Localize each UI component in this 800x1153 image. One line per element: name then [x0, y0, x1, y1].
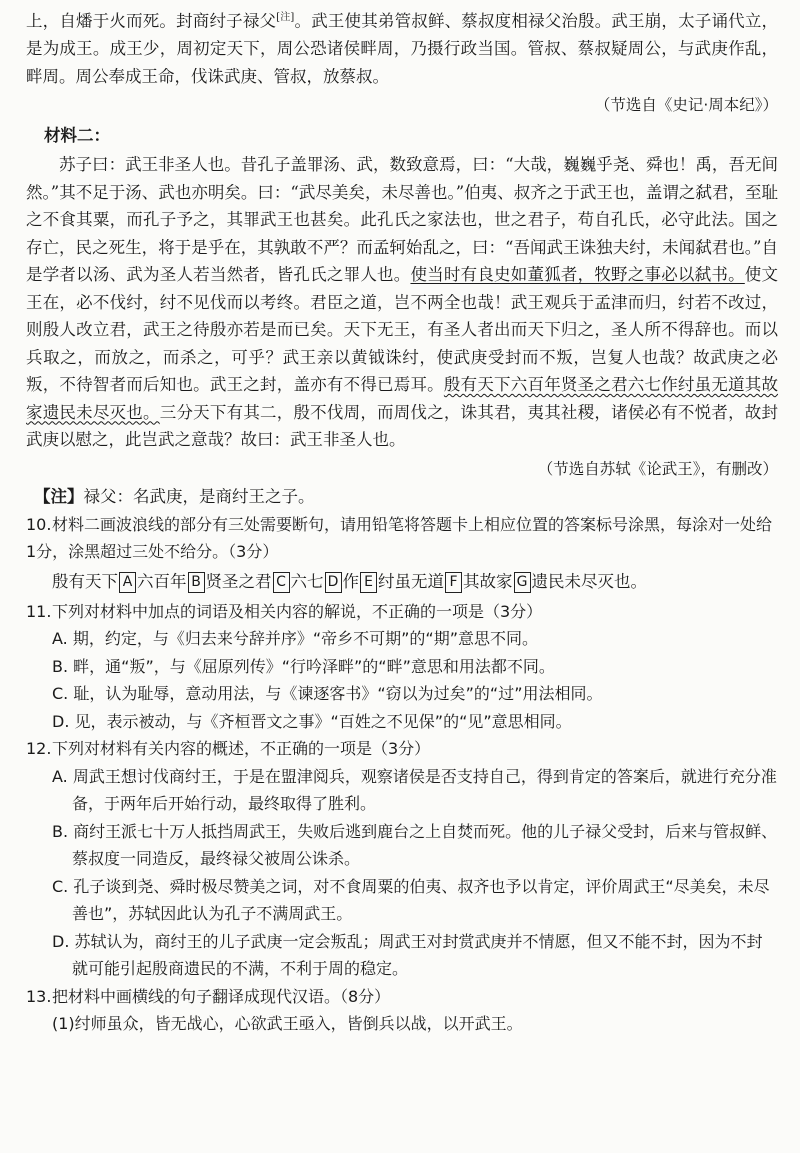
q10-stem: 材料二画波浪线的部分有三处需要断句，请用铅笔将答题卡上相应位置的答案标号涂黑，每涂对一处给1分，涂黑超过三处不给分。（3分）	[26, 514, 773, 561]
q11-option-c[interactable]: C. 耻，认为耻辱，意动用法，与《谏逐客书》“窃以为过矣”的“过”用法相同。	[52, 684, 603, 703]
q12-option-d[interactable]: D. 苏轼认为，商纣王的儿子武庚一定会叛乱；周武王对封赏武庚并不情愿，但又不能不封，因为不封就可能引起殷商遗民的不满，不利于周的稳定。	[52, 931, 763, 978]
q11-number: 11.	[26, 601, 52, 621]
q12-option-a[interactable]: A. 周武王想讨伐商纣王，于是在盟津阅兵，观察诸侯是否支持自己，得到肯定的答案后，就进行充分准备，于两年后开始行动，最终取得了胜利。	[52, 766, 777, 813]
q12-number: 12.	[26, 739, 52, 758]
answer-box-e[interactable]: E	[360, 572, 377, 593]
material2-text: 苏子曰：武王非圣人也。昔孔子盖罪汤、武，数致意焉，曰：“大哉，巍巍乎尧、舜也！禹，吾无间然。”其不足于汤、武也亦明矣。曰：“武尽美矣，未尽善也。”伯夷、叔齐之于武王也，盖谓之弑君，至耻之不食其粟，而孔子予之，其罪武王也甚矣。此孔氏之家法也，世之君子，苟自孔氏，必守此法。国之存亡，民之死生，将于是乎在，其孰敢不严？而孟轲始乱之，曰：“吾闻武王诛独夫纣，未闻弑君也。”自是学者以汤、武为圣人若当然者，皆孔氏之罪人也。使当时有良史如董狐者，牧野之事必以弑书。使文王在，必不伐纣，纣不见伐而以考终。君臣之道，岂不两全也哉！武王观兵于孟津而归，纣若不改过，则殷人改立君，武王之待殷亦若是而已矣。天下无王，有圣人者出而天下归之，圣人所不得辞也。而以兵取之，而放之，而杀之，可乎？武王亲以黄钺诛纣，使武庚受封而不叛，岂复人也哉？故武庚之必叛，不待智者而后知也。武王之封，盖亦有不得已焉耳。殷有天下六百年贤圣之君六七作纣虽无道其故家遗民未尽灭也。三分天下有其二，殷不伐周，而周伐之，诛其君，夷其社稷，诸侯必有不悦者，故封武庚以慰之，此岂武之意哉？故曰：武王非圣人也。	[26, 155, 779, 449]
material2-heading: 材料二：	[44, 126, 110, 145]
material2-source: （节选自苏轼《论武王》，有删改）	[537, 459, 778, 478]
answer-box-a[interactable]: A	[119, 572, 136, 593]
question-13	[26, 983, 778, 1038]
q12-option-b[interactable]: B. 商纣王派七十万人抵挡周武王，失败后逃到鹿台之上自焚而死。他的儿子禄父受封，后来与管叔鲜、蔡叔度一同造反，最终禄父被周公诛杀。	[52, 821, 778, 868]
q12-option-c[interactable]: C. 孔子谈到尧、舜时极尽赞美之词，对不食周粟的伯夷、叔齐也予以肯定，评价周武王“尽美矣，未尽善也”，苏轼因此认为孔子不满周武王。	[52, 876, 770, 923]
answer-box-d[interactable]: D	[325, 572, 342, 593]
material1-text: 上，自燔于火而死。封商纣子禄父[注]。武王使其弟管叔鲜、蔡叔度相禄父治殷。武王崩，太子诵代立，是为成王。成王少，周初定天下，周公恐诸侯畔周，乃摄行政当国。管叔、蔡叔疑周公，与武庚作乱，畔周。周公奉成王命，伐诛武庚、管叔，放蔡叔。	[26, 11, 779, 86]
q13-stem: 把材料中画横线的句子翻译成现代汉语。（8分）	[52, 986, 391, 1006]
q11-option-b[interactable]: B. 畔，通“叛”，与《屈原列传》“行吟泽畔”的“畔”意思和用法都不同。	[52, 656, 555, 676]
exam-page	[26, 4, 778, 1038]
q11-option-d[interactable]: D. 见，表示被动，与《齐桓晋文之事》“百姓之不见保”的“见”意思相同。	[52, 711, 572, 731]
note-marker: [注]	[276, 12, 295, 23]
answer-box-c[interactable]: C	[273, 572, 290, 593]
question-11	[26, 598, 778, 736]
q13-number: 13.	[26, 986, 52, 1006]
q11-stem: 下列对材料中加点的词语及相关内容的解说，不正确的一项是（3分）	[52, 601, 543, 621]
answer-box-b[interactable]: B	[188, 572, 205, 593]
underlined-sentence: 使当时有良史如董狐者，牧野之事必以弑书。	[410, 265, 745, 284]
q12-stem: 下列对材料有关内容的概述，不正确的一项是（3分）	[52, 739, 431, 758]
answer-box-g[interactable]: G	[514, 572, 531, 593]
q10-number: 10.	[26, 514, 52, 534]
q10-segmentation: 殷有天下 A 六百年 B 贤圣之君 C 六七 D 作 E 纣虽无道 F 其故家 G 遗民未尽灭也。	[52, 571, 647, 591]
q13-item-1: (1)纣师虽众，皆无战心，心欲武王亟入，皆倒兵以战，以开武王。	[52, 1014, 523, 1033]
question-10	[26, 511, 778, 598]
material1-source: （节选自《史记·周本纪》）	[594, 96, 778, 114]
question-12	[26, 735, 778, 983]
annotation: 【注】禄父：名武庚，是商纣王之子。	[34, 486, 315, 506]
wavy-sentence: 殷有天下六百年贤圣之君六七作纣虽无道其故家遗民未尽灭也。	[26, 375, 779, 422]
answer-box-f[interactable]: F	[445, 572, 462, 593]
q11-option-a[interactable]: A. 期，约定，与《归去来兮辞并序》“帝乡不可期”的“期”意思不同。	[52, 629, 538, 648]
